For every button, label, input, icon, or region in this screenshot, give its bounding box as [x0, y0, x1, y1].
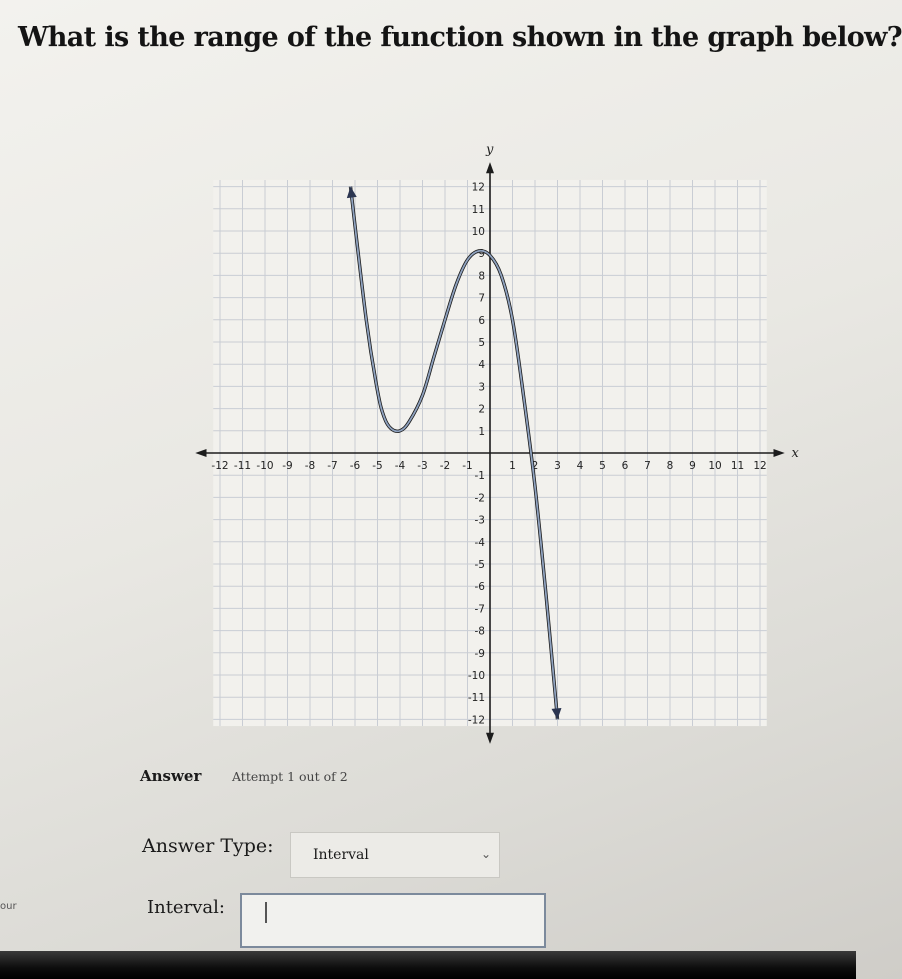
x-tick-label: -7: [327, 460, 338, 472]
x-tick-label: 2: [531, 460, 539, 472]
x-tick-label: 1: [509, 460, 516, 472]
left-edge-fragment: our: [0, 901, 17, 912]
attempt-counter: Attempt 1 out of 2: [232, 769, 348, 784]
x-tick-label: 6: [621, 460, 629, 472]
x-tick-label: 10: [708, 460, 722, 472]
x-tick-label: -9: [282, 460, 293, 472]
y-tick-label: -1: [474, 470, 485, 483]
y-tick-label: 1: [478, 425, 485, 438]
text-cursor: [265, 902, 267, 923]
x-tick-label: -6: [349, 460, 361, 472]
y-tick-label: -2: [474, 492, 485, 505]
y-tick-label: 2: [478, 403, 485, 416]
x-tick-label: -2: [439, 460, 451, 472]
question-text: What is the range of the function shown in the graph below?: [18, 22, 902, 53]
y-tick-label: 3: [478, 381, 485, 394]
x-tick-label: -12: [211, 460, 229, 472]
y-tick-label: -7: [474, 603, 485, 616]
x-axis-arrow-left: [195, 449, 206, 457]
y-tick-label: 8: [478, 270, 485, 283]
x-tick-label: 11: [730, 460, 745, 472]
x-tick-label: 8: [666, 460, 674, 472]
x-tick-label: 9: [689, 460, 696, 472]
x-tick-label: 12: [753, 460, 767, 472]
y-tick-label: 6: [478, 314, 485, 327]
x-tick-label: -10: [256, 460, 274, 472]
x-tick-label: -11: [233, 460, 252, 472]
x-axis-arrow-right: [774, 449, 785, 457]
y-tick-label: -10: [467, 670, 485, 682]
y-tick-label: -9: [474, 647, 485, 660]
y-tick-label: 4: [478, 359, 485, 372]
answer-heading: Answer: [140, 767, 202, 785]
x-tick-label: 3: [554, 460, 561, 472]
y-tick-label: 12: [471, 181, 485, 194]
chevron-down-icon: ⌄: [480, 847, 491, 861]
y-tick-label: -11: [467, 692, 485, 705]
y-axis-arrow-down: [486, 733, 494, 744]
function-graph: [205, 120, 805, 727]
x-tick-label: 7: [644, 460, 651, 472]
y-tick-label: -3: [474, 514, 485, 527]
y-tick-label: 5: [478, 337, 485, 349]
answer-type-label: Answer Type:: [142, 835, 274, 857]
x-tick-label: -5: [372, 460, 383, 472]
interval-label: Interval:: [147, 897, 225, 918]
x-tick-label: -4: [394, 460, 406, 472]
y-axis-label: y: [486, 142, 494, 158]
y-tick-label: -12: [467, 714, 485, 727]
y-tick-label: 7: [478, 292, 485, 305]
y-tick-label: -4: [474, 536, 485, 549]
x-axis-label: x: [791, 446, 799, 461]
x-tick-label: 4: [576, 460, 584, 472]
y-tick-label: -8: [474, 625, 485, 638]
bottom-bezel: [0, 951, 856, 979]
x-tick-label: -1: [462, 460, 473, 472]
y-tick-label: -5: [474, 559, 485, 571]
interval-input[interactable]: [240, 893, 546, 948]
answer-type-dropdown[interactable]: [290, 832, 500, 878]
y-tick-label: 10: [471, 226, 485, 238]
x-tick-label: 5: [599, 460, 606, 472]
x-tick-label: -3: [417, 460, 428, 472]
answer-type-selected-value: Interval: [313, 847, 369, 863]
y-tick-label: 9: [478, 248, 485, 261]
x-tick-label: -8: [304, 460, 316, 472]
y-tick-label: 11: [471, 203, 485, 216]
y-tick-label: -6: [474, 581, 485, 594]
y-axis-arrow-up: [486, 162, 494, 173]
